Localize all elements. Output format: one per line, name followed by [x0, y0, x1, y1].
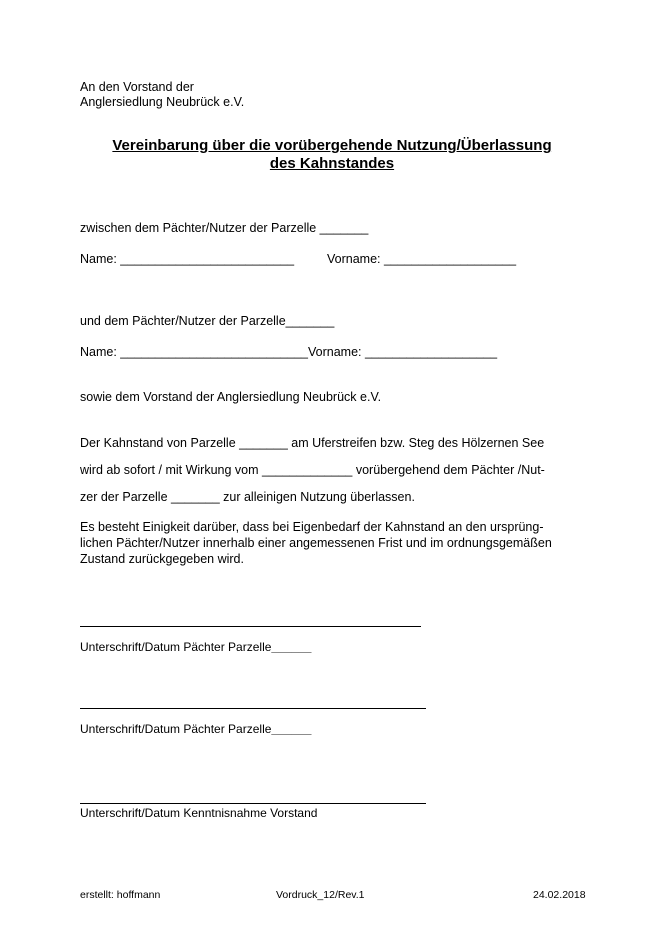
footer-author: erstellt: hoffmann: [80, 889, 161, 901]
return-clause-line-1: Es besteht Einigkeit darüber, dass bei Eigenbedarf der Kahnstand an den ursprüng-: [80, 520, 544, 534]
agreement-line-1: Der Kahnstand von Parzelle _______ am Uferstreifen bzw. Steg des Hölzernen See: [80, 436, 545, 450]
recipient-line-1: An den Vorstand der: [80, 80, 194, 94]
return-clause-line-3: Zustand zurückgegeben wird.: [80, 552, 244, 566]
footer-form-id: Vordruck_12/Rev.1: [276, 889, 365, 901]
party1-parcel-line: zwischen dem Pächter/Nutzer der Parzelle _______: [80, 221, 369, 235]
agreement-line-3: zer der Parzelle _______ zur alleinigen Nutzung überlassen.: [80, 490, 415, 504]
footer-date: 24.02.2018: [533, 889, 586, 901]
agreement-line-2: wird ab sofort / mit Wirkung vom _____________ vorübergehend dem Pächter /Nut-: [80, 463, 545, 477]
signature-2-label-text: Unterschrift/Datum Pächter Parzelle: [80, 722, 272, 736]
board-line: sowie dem Vorstand der Anglersiedlung Neubrück e.V.: [80, 390, 382, 404]
signature-line-2: [80, 708, 426, 709]
signature-3-label: Unterschrift/Datum Kenntnisnahme Vorstand: [80, 806, 318, 820]
document-title-line-1: Vereinbarung über die vorübergehende Nutzung/Überlassung: [112, 137, 552, 154]
signature-line-3: [80, 803, 426, 804]
document-title-line-2: des Kahnstandes: [269, 155, 395, 172]
party2-parcel-line: und dem Pächter/Nutzer der Parzelle_______: [80, 314, 335, 328]
party1-vorname-field: Vorname: ___________________: [327, 252, 517, 266]
signature-line-1: [80, 626, 421, 627]
party1-name-field: Name: _________________________: [80, 252, 295, 266]
signature-1-parcel-blank: ______: [271, 640, 312, 654]
signature-2-label: [80, 722, 311, 736]
signature-1-label: [80, 640, 311, 654]
signature-2-parcel-blank: ______: [271, 722, 312, 736]
recipient-line-2: Anglersiedlung Neubrück e.V.: [80, 95, 245, 109]
return-clause-line-2: lichen Pächter/Nutzer innerhalb einer angemessenen Frist und im ordnungsgemäßen: [80, 536, 552, 550]
party2-name-vorname-field: Name: ___________________________Vorname: ___________________: [80, 345, 498, 359]
signature-1-label-text: Unterschrift/Datum Pächter Parzelle: [80, 640, 272, 654]
